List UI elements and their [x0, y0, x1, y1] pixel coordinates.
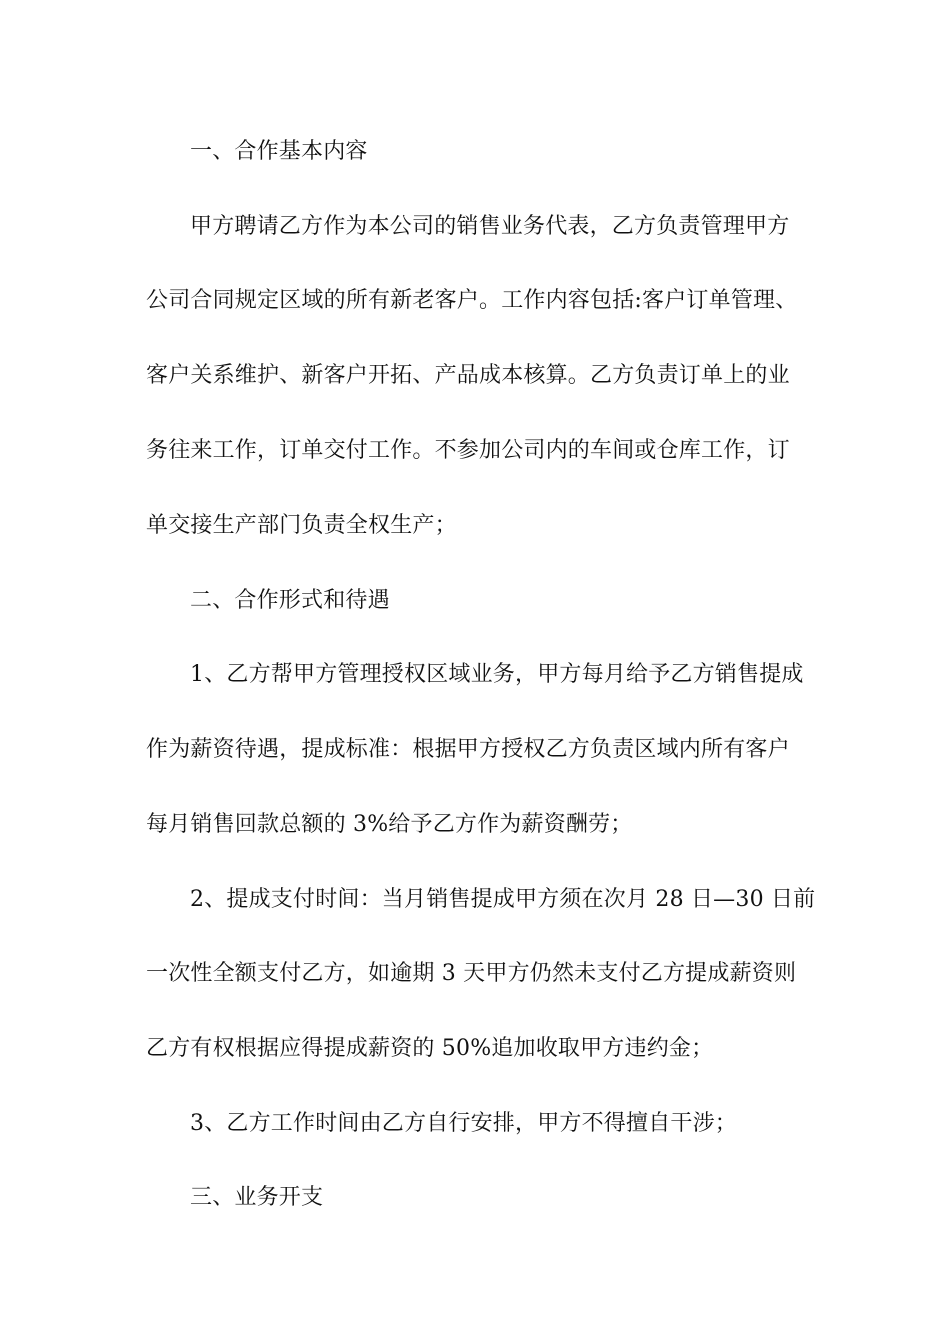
paragraph-line: 每月销售回款总额的 3%给予乙方作为薪资酬劳； — [146, 812, 633, 837]
paragraph-line: 作为薪资待遇，提成标准：根据甲方授权乙方负责区域内所有客户 — [146, 737, 790, 762]
paragraph-line: 1、乙方帮甲方管理授权区域业务，甲方每月给予乙方销售提成 — [190, 662, 804, 687]
paragraph-line: 公司合同规定区域的所有新老客户。工作内容包括:客户订单管理、 — [146, 288, 798, 313]
paragraph-line: 单交接生产部门负责全权生产； — [146, 513, 457, 538]
section-heading-1: 一、合作基本内容 — [190, 139, 368, 164]
paragraph-line: 乙方有权根据应得提成薪资的 50%追加收取甲方违约金； — [146, 1036, 714, 1061]
paragraph-line: 客户关系维护、新客户开拓、产品成本核算。乙方负责订单上的业 — [146, 363, 790, 388]
paragraph-line: 甲方聘请乙方作为本公司的销售业务代表，乙方负责管理甲方 — [190, 214, 790, 239]
section-heading-3: 三、业务开支 — [190, 1185, 324, 1210]
paragraph-line: 务往来工作，订单交付工作。不参加公司内的车间或仓库工作，订 — [146, 438, 790, 463]
paragraph-line: 一次性全额支付乙方，如逾期 3 天甲方仍然未支付乙方提成薪资则 — [146, 961, 797, 986]
paragraph-line: 2、提成支付时间：当月销售提成甲方须在次月 28 日—30 日前 — [190, 887, 816, 912]
paragraph-line: 3、乙方工作时间由乙方自行安排，甲方不得擅自干涉； — [190, 1111, 737, 1136]
section-heading-2: 二、合作形式和待遇 — [190, 588, 390, 613]
